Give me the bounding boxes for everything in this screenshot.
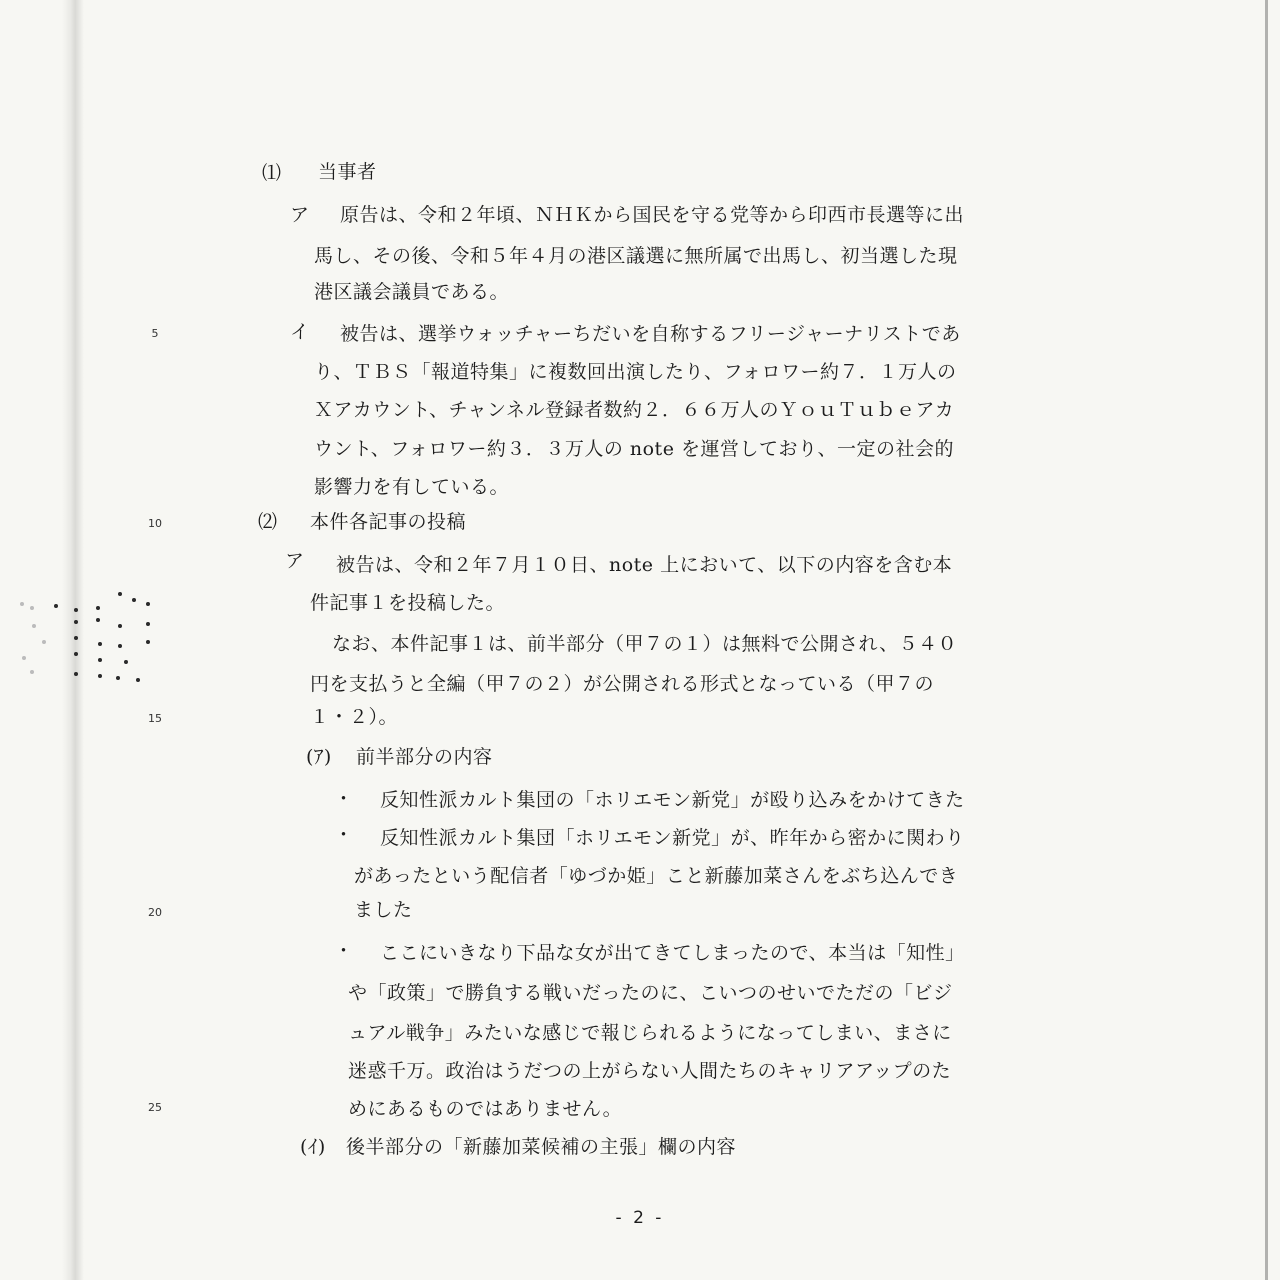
line-number: 5 <box>151 327 159 340</box>
line-number: 25 <box>148 1101 162 1114</box>
bullet-text: ました <box>354 899 413 921</box>
sub-item-marker: (ｱ) <box>306 746 332 768</box>
section-heading: 本件各記事の投稿 <box>310 511 467 533</box>
item-marker: ア <box>285 550 305 572</box>
paragraph-line: なお、本件記事１は、前半部分（甲７の１）は無料で公開され、５４０ <box>332 633 958 655</box>
paragraph-line: Ｘアカウント、チャンネル登録者数約２．６６万人のＹｏｕＴｕｂｅアカ <box>314 399 955 421</box>
line-number: 15 <box>148 712 162 725</box>
bullet-text: ュアル戦争」みたいな感じで報じられるようになってしまい、まさに <box>348 1022 952 1044</box>
section-number: ⑴ <box>262 162 282 184</box>
bullet-text: めにあるものではありません。 <box>348 1098 623 1120</box>
paragraph-line: １・２）。 <box>310 706 399 728</box>
bullet-text: 反知性派カルト集団「ホリエモン新党」が、昨年から密かに関わり <box>380 827 965 849</box>
page-edge-line <box>1265 0 1268 1280</box>
punch-hole-marks <box>18 590 168 690</box>
bullet-mark: ・ <box>334 824 354 846</box>
bullet-text: や「政策」で勝負する戦いだったのに、こいつのせいでただの「ビジ <box>348 982 953 1004</box>
paragraph-line: 円を支払うと全編（甲７の２）が公開される形式となっている（甲７の <box>310 673 935 695</box>
paragraph-line: ウント、フォロワー約３．３万人の note を運営しており、一定の社会的 <box>314 438 954 460</box>
item-marker: イ <box>290 321 310 343</box>
section-number: ⑵ <box>258 511 278 533</box>
paragraph-line: 馬し、その後、令和５年４月の港区議選に無所属で出馬し、初当選した現 <box>314 245 958 267</box>
paragraph-line: 港区議会議員である。 <box>314 281 510 303</box>
section-heading: 当事者 <box>318 161 377 183</box>
bullet-text: ここにいきなり下品な女が出てきてしまったので、本当は「知性」 <box>380 942 965 964</box>
page-number: - 2 - <box>615 1208 665 1228</box>
line-number: 20 <box>148 906 162 919</box>
bullet-text: があったという配信者「ゆづか姫」こと新藤加菜さんをぶち込んでき <box>354 865 959 887</box>
sub-item-heading: 後半部分の「新藤加菜候補の主張」欄の内容 <box>346 1136 737 1158</box>
sub-item-heading: 前半部分の内容 <box>356 746 493 768</box>
paragraph-line: 被告は、選挙ウォッチャーちだいを自称するフリージャーナリストであ <box>340 323 961 345</box>
paragraph-line: 原告は、令和２年頃、ＮＨＫから国民を守る党等から印西市長選等に出 <box>340 204 965 226</box>
bullet-mark: ・ <box>334 788 354 810</box>
bullet-text: 反知性派カルト集団の「ホリエモン新党」が殴り込みをかけてきた <box>380 789 965 811</box>
bullet-mark: ・ <box>334 940 354 962</box>
paragraph-line: 件記事１を投稿した。 <box>310 592 506 614</box>
line-number: 10 <box>148 517 162 530</box>
sub-item-marker: (ｲ) <box>300 1136 326 1158</box>
item-marker: ア <box>290 204 310 226</box>
paragraph-line: 影響力を有している。 <box>314 476 510 498</box>
bullet-text: 迷惑千万。政治はうだつの上がらない人間たちのキャリアアップのた <box>348 1060 952 1082</box>
paragraph-line: 被告は、令和２年７月１０日、note 上において、以下の内容を含む本 <box>336 554 953 576</box>
paragraph-line: り、ＴＢＳ「報道特集」に複数回出演したり、フォロワー約７．１万人の <box>314 361 957 383</box>
